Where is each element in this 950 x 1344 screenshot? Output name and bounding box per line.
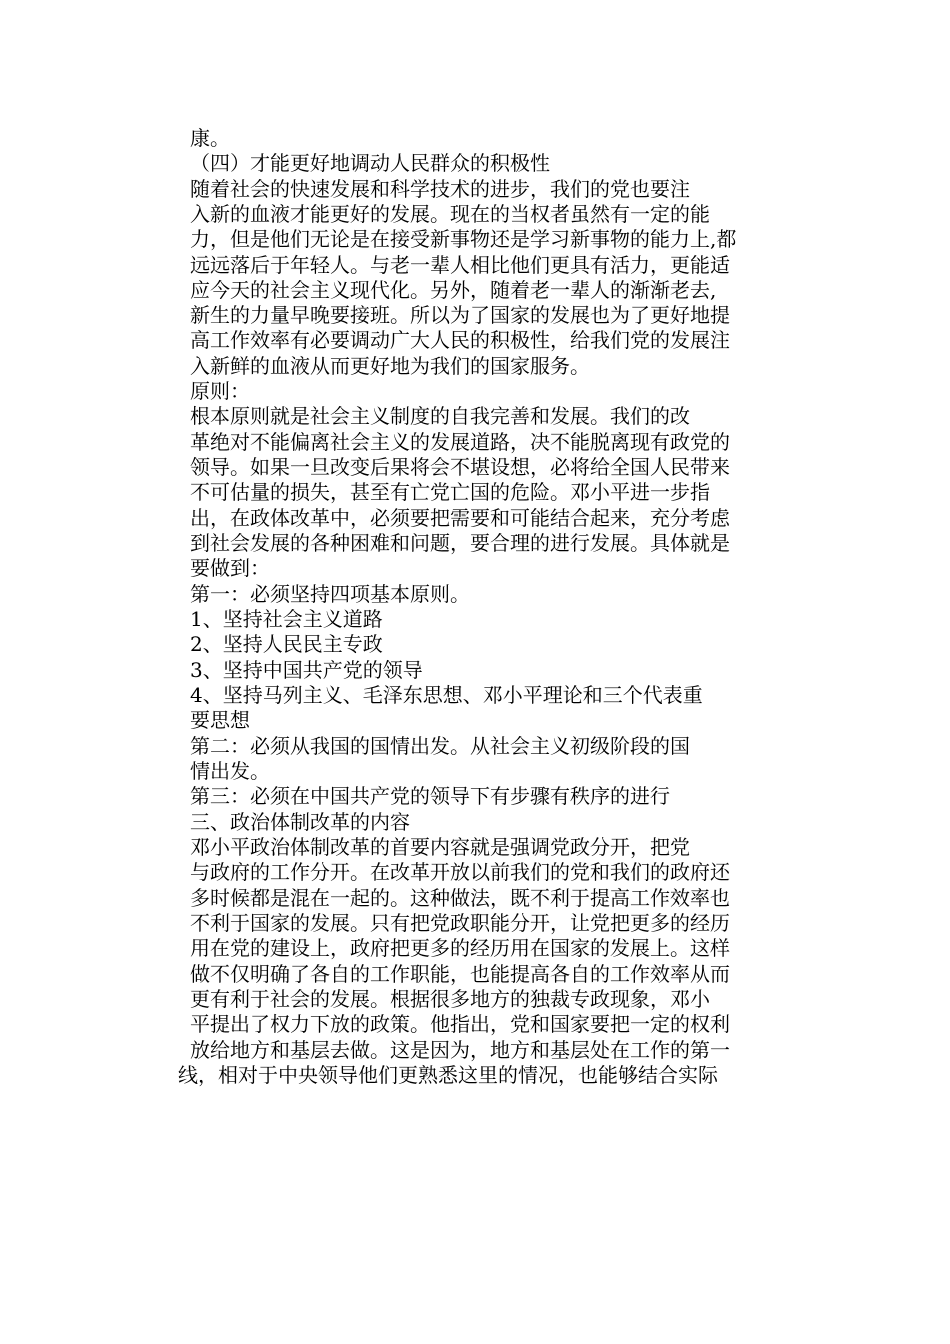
text-line: 不可估量的损失，甚至有亡党亡国的危险。邓小平进一步指 <box>190 480 710 504</box>
section-heading: 三、政治体制改革的内容 <box>190 810 410 834</box>
text-line: 应今天的社会主义现代化。另外，随着老一辈人的渐渐老去, <box>190 278 717 302</box>
text-line: 入新的血液才能更好的发展。现在的当权者虽然有一定的能 <box>190 202 710 226</box>
text-line: 不利于国家的发展。只有把党政职能分开，让党把更多的经历 <box>190 911 730 935</box>
text-line: 力，但是他们无论是在接受新事物还是学习新事物的能力上,都 <box>190 227 737 251</box>
text-line: 与政府的工作分开。在改革开放以前我们的党和我们的政府还 <box>190 860 730 884</box>
text-line: 第三：必须在中国共产党的领导下有步骤有秩序的进行 <box>190 784 670 808</box>
text-line: 高工作效率有必要调动广大人民的积极性，给我们党的发展注 <box>190 328 730 352</box>
text-line: 随着社会的快速发展和科学技术的进步，我们的党也要注 <box>190 177 690 201</box>
text-line: 要做到： <box>190 556 270 580</box>
text-line: 线，相对于中央领导他们更熟悉这里的情况，也能够结合实际 <box>178 1063 718 1087</box>
list-item: 4、坚持马列主义、毛泽东思想、邓小平理论和三个代表重 <box>190 683 703 707</box>
text-line: 入新鲜的血液从而更好地为我们的国家服务。 <box>190 354 590 378</box>
text-line: 新生的力量早晚要接班。所以为了国家的发展也为了更好地提 <box>190 303 730 327</box>
text-line: 康。 <box>190 126 230 150</box>
text-line: 情出发。 <box>190 759 270 783</box>
text-line: 更有利于社会的发展。根据很多地方的独裁专政现象，邓小 <box>190 987 710 1011</box>
text-line: 做不仅明确了各自的工作职能，也能提高各自的工作效率从而 <box>190 962 730 986</box>
text-line: 用在党的建设上，政府把更多的经历用在国家的发展上。这样 <box>190 936 730 960</box>
text-line: 邓小平政治体制改革的首要内容就是强调党政分开，把党 <box>190 835 690 859</box>
text-line: 多时候都是混在一起的。这种做法，既不利于提高工作效率也 <box>190 886 730 910</box>
list-item: 2、坚持人民民主专政 <box>190 632 383 656</box>
section-heading: （四）才能更好地调动人民群众的积极性 <box>190 151 550 175</box>
text-line: 根本原则就是社会主义制度的自我完善和发展。我们的改 <box>190 404 690 428</box>
text-line: 第一：必须坚持四项基本原则。 <box>190 582 470 606</box>
text-line: 平提出了权力下放的政策。他指出，党和国家要把一定的权利 <box>190 1012 730 1036</box>
text-line: 远远落后于年轻人。与老一辈人相比他们更具有活力，更能适 <box>190 253 730 277</box>
text-line: 出，在政体改革中，必须要把需要和可能结合起来，充分考虑 <box>190 506 730 530</box>
list-item: 1、坚持社会主义道路 <box>190 607 383 631</box>
text-line: 革绝对不能偏离社会主义的发展道路，决不能脱离现有政党的 <box>190 430 730 454</box>
text-line: 第二：必须从我国的国情出发。从社会主义初级阶段的国 <box>190 734 690 758</box>
list-item: 要思想 <box>190 708 250 732</box>
text-line: 放给地方和基层去做。这是因为，地方和基层处在工作的第一 <box>190 1038 730 1062</box>
section-heading: 原则： <box>190 379 250 403</box>
list-item: 3、坚持中国共产党的领导 <box>190 658 423 682</box>
text-line: 领导。如果一旦改变后果将会不堪设想，必将给全国人民带来 <box>190 455 730 479</box>
text-line: 到社会发展的各种困难和问题，要合理的进行发展。具体就是 <box>190 531 730 555</box>
